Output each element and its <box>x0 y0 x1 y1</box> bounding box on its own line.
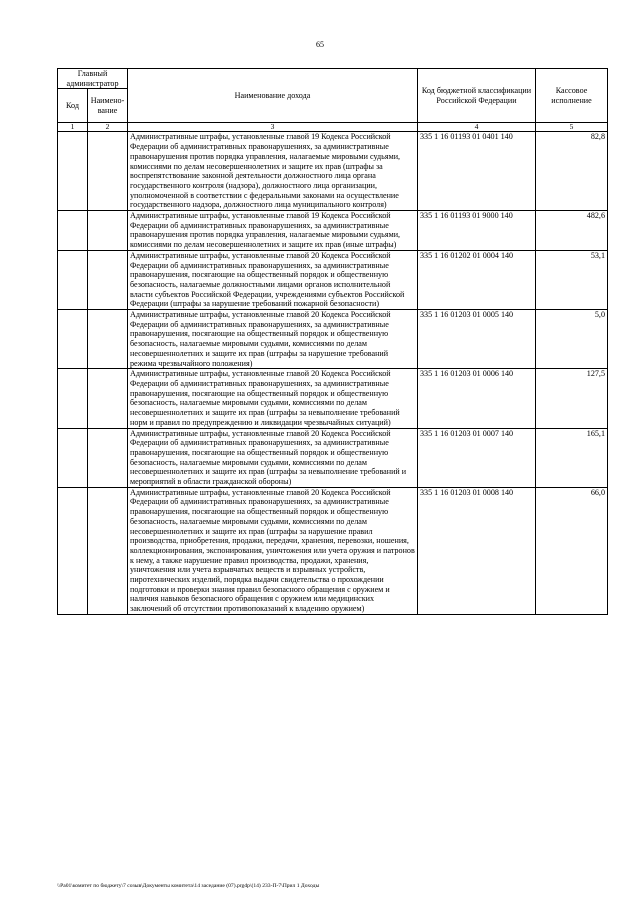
income-name-cell: Административные штрафы, установленные главой 20 Кодекса Российской Федерации об административных правонарушениях, за административные правонарушения, посягающие на общественный порядок и общественную безопасность, налагаемые должностными лицами органов исполнительной власти субъектов Российской Федерации, учреждениями субъектов Российской Федерации (штрафы за нарушение требований пожарной безопасности) <box>128 250 418 309</box>
table-row <box>58 428 608 487</box>
admin-name-cell <box>88 250 128 309</box>
income-name-cell: Административные штрафы, установленные главой 20 Кодекса Российской Федерации об административных правонарушениях, за административные правонарушения, посягающие на общественный порядок и общественную безопасность, налагаемые мировыми судьями, комиссиями по делам несовершеннолетних и защите их прав (штрафы за невыполнение требований норм и правил по предупреждению и ликвидации чрезвычайных ситуаций) <box>128 369 418 428</box>
budget-code-cell: 335 1 16 01202 01 0004 140 <box>418 250 536 309</box>
budget-code-cell: 335 1 16 01203 01 0007 140 <box>418 428 536 487</box>
column-number: 2 <box>88 123 128 132</box>
income-name-header: Наименование дохода <box>128 69 418 123</box>
income-name-cell: Административные штрафы, установленные главой 19 Кодекса Российской Федерации об административных правонарушениях, за административные правонарушения против порядка управления, налагаемые мировыми судьями, комиссиями по делам несовершеннолетних и защите их прав (штрафы за воспрепятствование законной деятельности должностного лица органа государственного контроля (надзора), должностного лица организации, уполномоченной в соответствии с федеральными законами на осуществление государственного надзора, должностного лица муниципального контроля) <box>128 132 418 211</box>
cash-execution-header: Кассовое исполнение <box>536 69 608 123</box>
table-row <box>58 369 608 428</box>
income-name-cell: Административные штрафы, установленные главой 20 Кодекса Российской Федерации об административных правонарушениях, за административные правонарушения, посягающие на общественный порядок и общественную безопасность, налагаемые мировыми судьями, комиссиями по делам несовершеннолетних и защите их прав (штрафы за нарушение правил производства, приобретения, продажи, передачи, хранения, перевозки, ношения, коллекционирования, экспонирования, уничтожения или учета оружия и патронов к нему, а также нарушение правил производства, продажи, хранения, уничтожения или учета взрывчатых веществ и взрывных устройств, пиротехнических изделий, порядка выдачи свидетельства о прохождении подготовки и проверки знания правил безопасного обращения с оружием и наличия навыков безопасного обращения с оружием или медицинских заключений об отсутствии противопоказаний к владению оружием) <box>128 487 418 614</box>
admin-code-cell <box>58 250 88 309</box>
budget-code-header: Код бюджетной классификации Российской Федерации <box>418 69 536 123</box>
income-table <box>57 68 608 615</box>
budget-code-cell: 335 1 16 01193 01 9000 140 <box>418 211 536 251</box>
page-number: 65 <box>316 40 324 49</box>
column-numbers-row <box>58 123 608 132</box>
admin-name-cell <box>88 487 128 614</box>
income-name-cell: Административные штрафы, установленные главой 19 Кодекса Российской Федерации об административных правонарушениях, за административные правонарушения против порядка управления, налагаемые мировыми судьями, комиссиями по делам несовершеннолетних и защите их прав (иные штрафы) <box>128 211 418 251</box>
table-row <box>58 487 608 614</box>
admin-name-header: Наимено-вание <box>88 89 128 123</box>
file-path-footer: \\Pa01\комитет по бюджету\7 созыв\Документы комитета\14 заседание (07).prgdp\(14) 233-П-7\Прил 1 Доходы <box>57 883 320 889</box>
admin-code-cell <box>58 132 88 211</box>
budget-code-cell: 335 1 16 01203 01 0005 140 <box>418 310 536 369</box>
income-name-cell: Административные штрафы, установленные главой 20 Кодекса Российской Федерации об административных правонарушениях, за административные правонарушения, посягающие на общественный порядок и общественную безопасность, налагаемые мировыми судьями, комиссиями по делам несовершеннолетних и защите их прав (штрафы за нарушение требований режима чрезвычайного положения) <box>128 310 418 369</box>
cash-execution-cell: 82,8 <box>536 132 608 211</box>
admin-code-cell <box>58 369 88 428</box>
column-number: 3 <box>128 123 418 132</box>
budget-code-cell: 335 1 16 01203 01 0006 140 <box>418 369 536 428</box>
admin-code-cell <box>58 211 88 251</box>
table-row <box>58 211 608 251</box>
cash-execution-cell: 5,0 <box>536 310 608 369</box>
cash-execution-cell: 165,1 <box>536 428 608 487</box>
table-row <box>58 132 608 211</box>
chief-admin-header: Главный администратор <box>58 69 128 89</box>
cash-execution-cell: 53,1 <box>536 250 608 309</box>
admin-name-cell <box>88 132 128 211</box>
admin-name-cell <box>88 211 128 251</box>
cash-execution-cell: 66,0 <box>536 487 608 614</box>
admin-name-cell <box>88 310 128 369</box>
column-number: 4 <box>418 123 536 132</box>
budget-code-cell: 335 1 16 01193 01 0401 140 <box>418 132 536 211</box>
table-row <box>58 250 608 309</box>
table-row <box>58 310 608 369</box>
column-number: 1 <box>58 123 88 132</box>
admin-code-header: Код <box>58 89 88 123</box>
admin-name-cell <box>88 369 128 428</box>
cash-execution-cell: 482,6 <box>536 211 608 251</box>
admin-name-cell <box>88 428 128 487</box>
budget-code-cell: 335 1 16 01203 01 0008 140 <box>418 487 536 614</box>
admin-code-cell <box>58 428 88 487</box>
income-name-cell: Административные штрафы, установленные главой 20 Кодекса Российской Федерации об административных правонарушениях, за административные правонарушения, посягающие на общественный порядок и общественную безопасность, налагаемые мировыми судьями, комиссиями по делам несовершеннолетних и защите их прав (штрафы за невыполнение требований и мероприятий в области гражданской обороны) <box>128 428 418 487</box>
column-number: 5 <box>536 123 608 132</box>
admin-code-cell <box>58 487 88 614</box>
cash-execution-cell: 127,5 <box>536 369 608 428</box>
admin-code-cell <box>58 310 88 369</box>
